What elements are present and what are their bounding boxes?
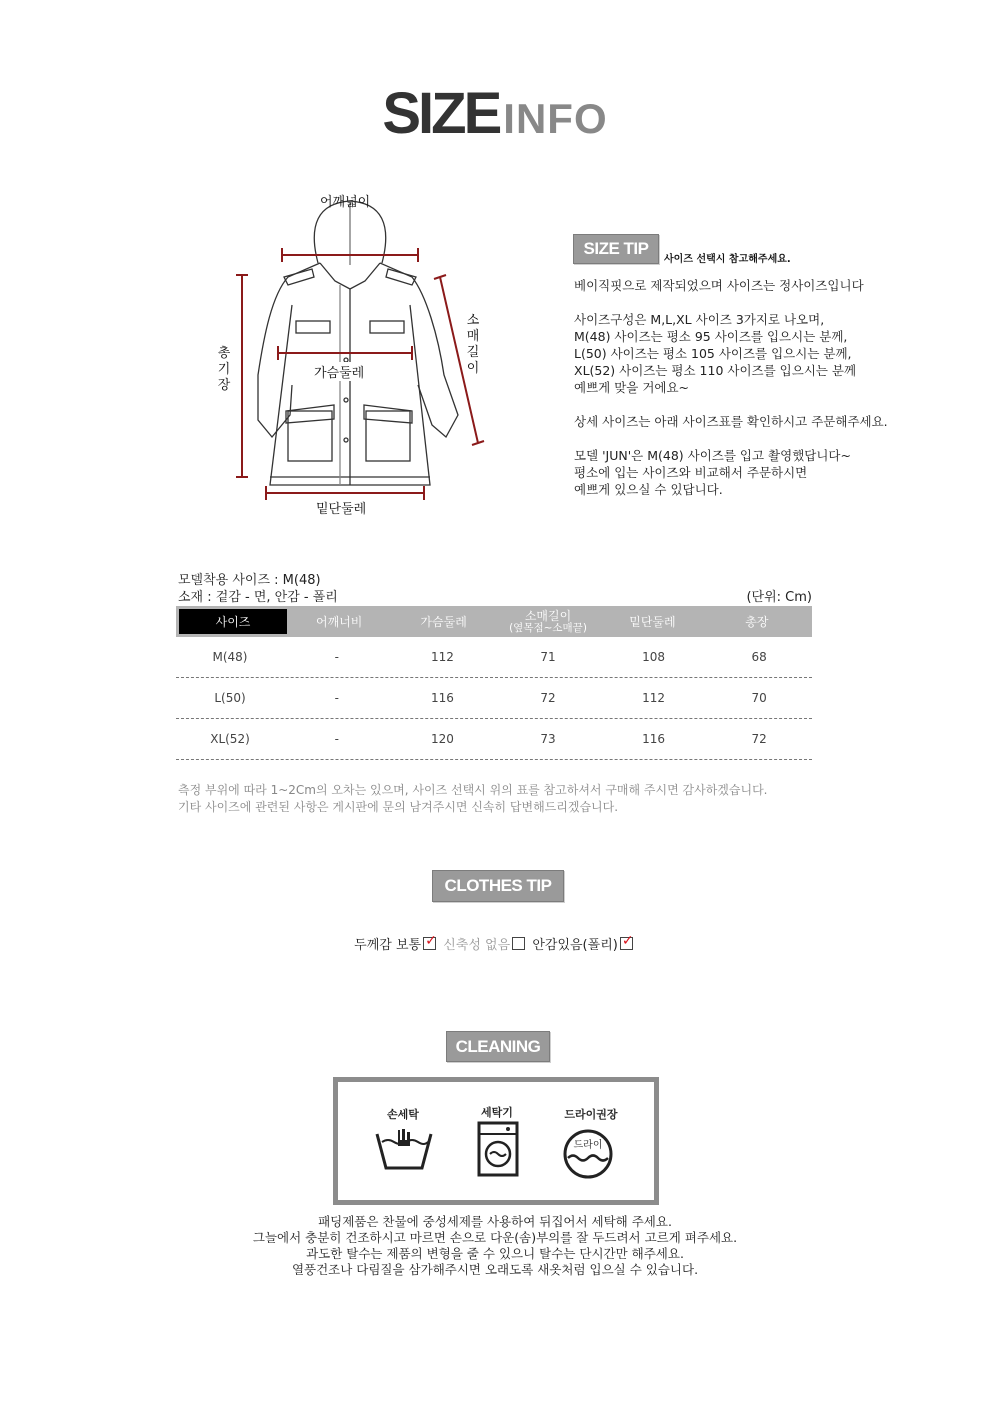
label-sleeve-1: 소 — [466, 313, 480, 328]
cell-size: XL(52) — [210, 732, 250, 746]
size-table — [176, 606, 812, 760]
size-tip-line: 베이직핏으로 제작되었으며 사이즈는 정사이즈입니다 — [574, 278, 864, 293]
cleaning-box — [333, 1077, 659, 1205]
label-sleeve-3: 길 — [466, 345, 480, 360]
care-line: 그늘에서 충분히 건조하시고 마르면 손으로 다운(솜)부의를 잘 두드려서 고르게 펴주세요. — [252, 1230, 738, 1245]
size-tip-line: 상세 사이즈는 아래 사이즈표를 확인하시고 주문해주세요. — [574, 414, 888, 429]
checkbox-lining — [620, 933, 634, 950]
col-length: 총장 — [745, 614, 769, 629]
cell-hem: 108 — [642, 650, 666, 664]
size-tip-line: XL(52) 사이즈는 평소 110 사이즈를 입으시는 분께 — [574, 363, 857, 378]
label-total-length — [216, 346, 232, 394]
care-line: 패딩제품은 찬물에 중성세제를 사용하여 뒤집어서 세탁해 주세요. — [318, 1214, 672, 1229]
cell-chest: 120 — [430, 732, 454, 746]
size-tip-line: 모델 'JUN'은 M(48) 사이즈를 입고 촬영했답니다~ — [574, 448, 851, 463]
care-line: 열풍건조나 다림질을 삼가해주시면 오래도록 새옷처럼 입으실 수 있습니다. — [291, 1262, 699, 1277]
cell-chest: 116 — [430, 691, 454, 705]
prop-thickness: 두께감 보통 — [354, 938, 422, 953]
size-tip-note: 사이즈 선택시 참고해주세요. — [664, 254, 791, 265]
cell-size: M(48) — [212, 650, 248, 664]
cell-chest: 112 — [430, 650, 454, 664]
label-total-length-3: 장 — [217, 378, 231, 393]
checkbox-stretch — [512, 937, 525, 950]
col-size: 사이즈 — [179, 609, 287, 634]
cell-sleeve: 73 — [540, 732, 556, 746]
jacket-outline — [258, 201, 458, 485]
clothes-properties — [0, 934, 990, 953]
material-info: 소재 : 겉감 - 면, 안감 - 폴리 — [178, 590, 338, 605]
size-tip-line: L(50) 사이즈는 평소 105 사이즈를 입으시는 분께, — [574, 346, 852, 361]
label-hand-wash: 손세탁 — [387, 1108, 419, 1121]
model-size-info: 모델착용 사이즈 : M(48) — [178, 573, 321, 588]
cell-length: 72 — [751, 732, 767, 746]
col-sleeve-sub: (옆목점~소매끝) — [509, 621, 587, 634]
hand-wash-icon — [374, 1126, 434, 1172]
check-icon: ✓ — [621, 933, 634, 949]
cell-length: 70 — [751, 691, 767, 705]
label-total-length-2: 기 — [217, 362, 231, 377]
size-tip-badge: SIZE TIP — [573, 234, 659, 264]
label-machine-wash: 세탁기 — [481, 1106, 513, 1119]
size-tip-line: 예쁘게 있으실 수 있답니다. — [574, 482, 723, 497]
care-line: 과도한 탈수는 제품의 변형을 줄 수 있으니 탈수는 단시간만 해주세요. — [306, 1246, 684, 1261]
col-chest: 가슴둘레 — [420, 614, 467, 629]
title-info: INFO — [503, 95, 608, 142]
size-tip-line: 사이즈구성은 M,L,XL 사이즈 3가지로 나오며, — [574, 312, 825, 327]
size-tip-line: 예쁘게 맞을 거에요~ — [574, 380, 690, 395]
cell-shoulder: - — [334, 691, 339, 705]
label-sleeve-2: 매 — [466, 329, 480, 344]
cell-shoulder: - — [334, 732, 339, 746]
table-row — [176, 678, 812, 719]
contact-note: 기타 사이즈에 관련된 사항은 게시판에 문의 남겨주시면 신속히 답변해드리겠습니다. — [178, 800, 619, 814]
table-row — [176, 637, 812, 678]
dry-icon-text: 드라이 — [573, 1140, 603, 1151]
cell-hem: 112 — [642, 691, 666, 705]
prop-stretch: 신축성 없음 — [443, 938, 511, 953]
label-chest: 가슴둘레 — [312, 362, 366, 381]
size-tip-line: 평소에 입는 사이즈와 비교해서 주문하시면 — [574, 465, 808, 480]
cell-shoulder: - — [334, 650, 339, 664]
title-size: SIZE — [382, 81, 500, 146]
col-hem: 밑단둘레 — [629, 614, 676, 629]
cell-size: L(50) — [214, 691, 246, 705]
col-sleeve: 소매길이 (옆목점~소매끝) — [496, 609, 600, 634]
prop-lining: 안감있음(폴리) — [532, 938, 618, 953]
label-total-length-1: 총 — [217, 346, 231, 361]
check-icon: ✓ — [425, 933, 437, 949]
col-shoulder: 어깨너비 — [316, 614, 363, 629]
jacket-diagram — [200, 185, 500, 515]
label-sleeve-4: 이 — [466, 361, 480, 376]
cell-length: 68 — [751, 650, 767, 664]
label-dry-clean: 드라이권장 — [564, 1108, 618, 1121]
table-row — [176, 719, 812, 760]
cell-sleeve: 72 — [540, 691, 556, 705]
cleaning-badge: CLEANING — [446, 1031, 550, 1062]
label-hem: 밑단둘레 — [316, 502, 367, 517]
table-header — [176, 606, 812, 637]
cell-hem: 116 — [642, 732, 666, 746]
page-title — [0, 80, 990, 147]
measure-note: 측정 부위에 따라 1~2Cm의 오차는 있으며, 사이즈 선택시 위의 표를 참고하셔서 구매해 주시면 감사하겠습니다. — [178, 783, 768, 797]
cell-sleeve: 71 — [540, 650, 556, 664]
clothes-tip-badge: CLOTHES TIP — [432, 870, 564, 902]
unit-label: (단위: Cm) — [746, 590, 812, 605]
checkbox-thickness — [423, 933, 437, 950]
label-sleeve — [465, 313, 481, 377]
washing-machine-icon — [476, 1120, 520, 1178]
size-tip-line: M(48) 사이즈는 평소 95 사이즈를 입으시는 분께, — [574, 329, 848, 344]
label-shoulder: 어깨넓이 — [320, 195, 371, 210]
